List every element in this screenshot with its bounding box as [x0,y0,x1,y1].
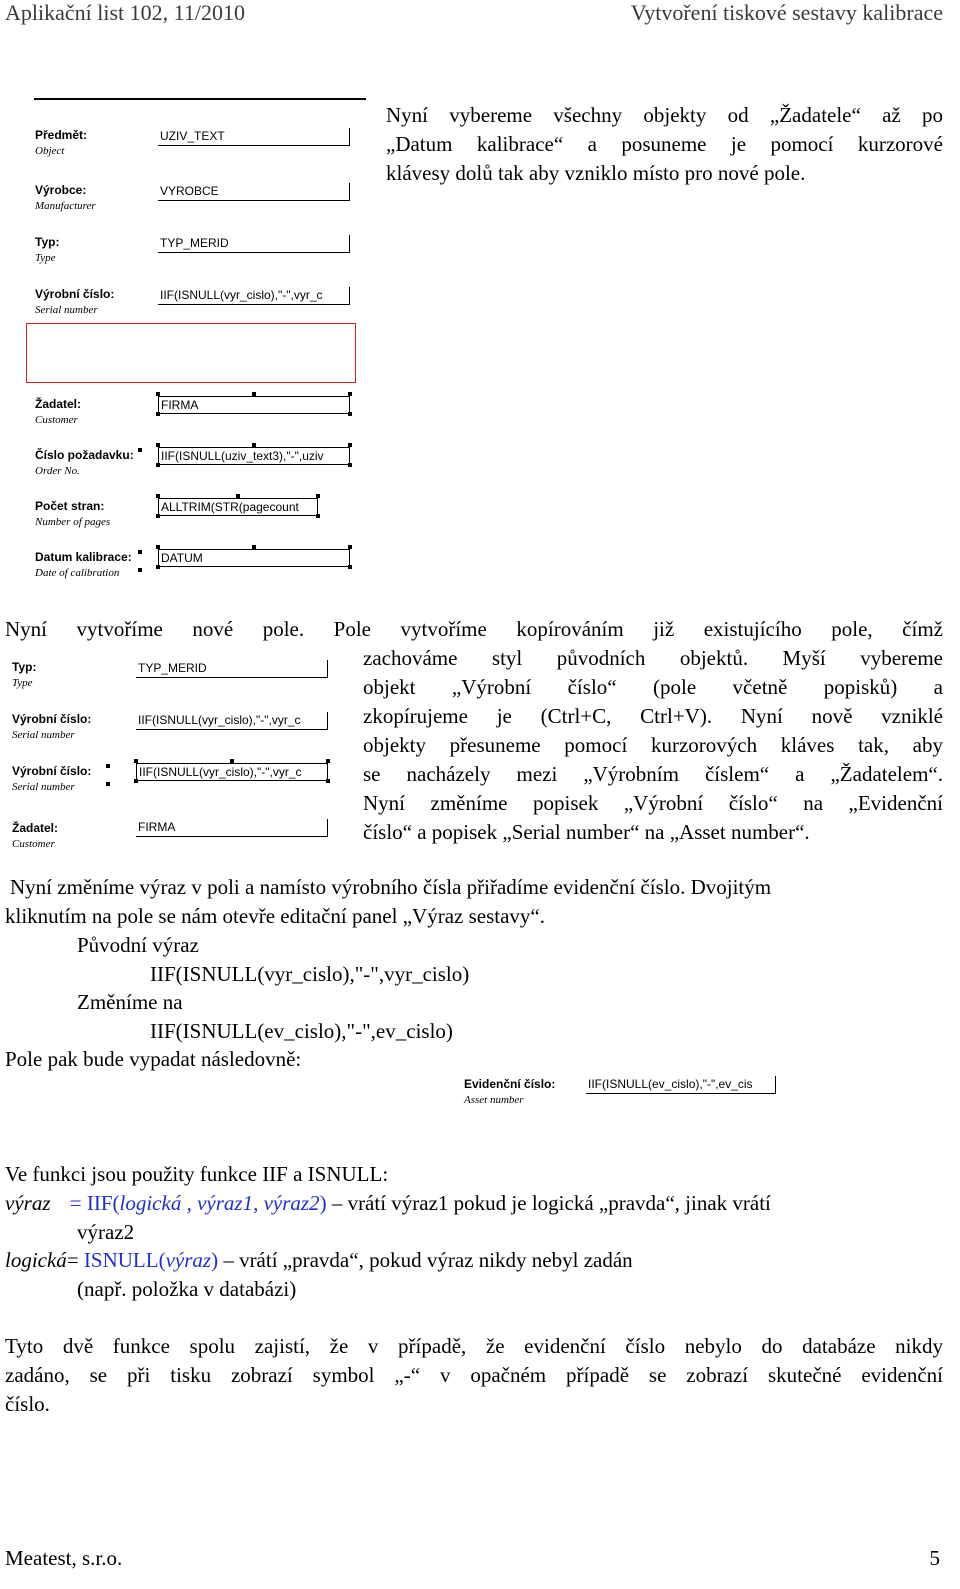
selection-handle[interactable] [236,494,240,498]
text-line: číslo“ a popisek „Serial number“ na „Asset number“. [363,820,810,844]
selection-handle[interactable] [106,764,110,768]
paragraph-3 [5,873,943,931]
field-label: Výrobní číslo: [12,712,92,726]
paragraph-2 [363,644,943,847]
text-line: objekt „Výrobní číslo“ (pole včetně popisků) a [363,675,943,699]
selection-handle[interactable] [252,545,256,549]
selection-handle[interactable] [138,568,142,572]
field-label: Počet stran: [35,499,105,513]
expr-orig-value: IIF(ISNULL(vyr_cislo),"-",vyr_cislo) [150,962,470,986]
selection-handle[interactable] [156,494,160,498]
text-line: se nacházely mezi „Výrobním číslem“ a „Žadatelem“. [363,762,943,786]
header-left: Aplikační list 102, 11/2010 [5,0,245,25]
figure-report-layout [30,98,370,588]
field-box[interactable]: FIRMA [136,819,328,837]
text: ) [319,1191,327,1215]
expr-new-label: Změníme na [77,990,183,1014]
field-sublabel: Customer [35,414,78,426]
field-box-selected[interactable]: IIF(ISNULL(vyr_cislo),"-",vyr_c [136,763,328,781]
field-box[interactable]: TYP_MERID [158,235,350,253]
field-sublabel: Date of calibration [35,567,120,579]
field-sublabel: Manufacturer [35,200,96,212]
selection-handle[interactable] [134,779,138,783]
selection-handle[interactable] [348,392,352,396]
selection-handle[interactable] [156,463,160,467]
text-line: Nyní změníme výraz v poli a namísto výrobního čísla přiřadíme evidenční číslo. Dvojitým [10,875,772,899]
field-label: Evidenční číslo: [464,1077,556,1091]
selection-handle[interactable] [156,412,160,416]
text: = [64,1191,87,1215]
funcs-line-1 [5,1189,771,1218]
field-label: Žadatel: [12,821,59,835]
field-sublabel: Serial number [12,729,75,741]
selection-handle[interactable] [156,443,160,447]
selection-handle[interactable] [156,565,160,569]
text-line: Nyní vybereme všechny objekty od „Žadatele“ až po [386,103,943,127]
field-box[interactable]: TYP_MERID [136,660,328,678]
paragraph-4 [5,1332,943,1419]
field-sublabel: Number of pages [35,516,111,528]
field-label: Žadatel: [35,397,82,411]
field-label: Výrobní číslo: [12,764,92,778]
text: výraz [5,1191,51,1215]
field-box-selected[interactable]: DATUM [158,549,350,567]
text-line: číslo. [5,1392,50,1416]
selection-handle[interactable] [326,779,330,783]
field-sublabel: Order No. [35,465,80,477]
field-box[interactable]: IIF(ISNULL(vyr_cislo),"-",vyr_c [158,287,350,305]
selection-handle[interactable] [156,545,160,549]
selection-handle[interactable] [348,443,352,447]
selection-handle[interactable] [138,448,142,452]
text: = [66,1248,84,1272]
field-box[interactable]: VYROBCE [158,183,350,201]
figure-asset-field [462,1074,782,1114]
text: – vrátí „pravda“, pokud výraz nikdy nebyl zadán [218,1248,633,1272]
funcs-intro: Ve funkci jsou použity funkce IIF a ISNULL: [5,1162,389,1186]
field-box-selected[interactable]: ALLTRIM(STR(pagecount [158,498,318,516]
field-label: Číslo požadavku: [35,448,134,462]
field-box[interactable]: IIF(ISNULL(ev_cislo),"-",ev_cis [586,1076,776,1094]
text: IIF( [86,1191,120,1215]
text: výraz [165,1248,212,1272]
field-sublabel: Object [35,145,65,157]
field-label: Výrobce: [35,183,87,197]
selection-handle[interactable] [316,514,320,518]
selection-handle[interactable] [134,759,138,763]
funcs-line-2 [5,1246,633,1275]
text: ISNULL( [83,1248,166,1272]
field-sublabel: Type [12,677,33,689]
field-sublabel: Customer [12,838,55,850]
figure-copied-field [10,656,350,856]
header-right: Vytvoření tiskové sestavy kalibrace [630,0,943,25]
field-box[interactable]: UZIV_TEXT [158,128,350,146]
figure-rule [34,98,366,100]
funcs-line-1-cont: výraz2 [77,1220,135,1244]
field-label: Datum kalibrace: [35,550,132,564]
footer-company: Meatest, s.r.o. [5,1546,123,1570]
selection-handle[interactable] [326,759,330,763]
expr-orig-label: Původní výraz [77,933,199,957]
field-label: Typ: [12,660,37,674]
text-line: klávesy dolů tak aby vzniklo místo pro nové pole. [386,161,806,185]
selection-handle[interactable] [252,392,256,396]
selection-handle[interactable] [316,494,320,498]
selection-handle[interactable] [106,782,110,786]
field-label: Předmět: [35,128,88,142]
field-box-selected[interactable]: FIRMA [158,396,350,414]
text-line: objekty přesuneme pomocí kurzorových kláves tak, aby [363,733,943,757]
field-sublabel: Serial number [35,304,98,316]
selection-handle[interactable] [348,412,352,416]
paragraph-1 [386,101,943,188]
text-line: kliknutím na pole se nám otevře editační panel „Výraz sestavy“. [5,904,545,928]
field-label: Výrobní číslo: [35,287,115,301]
selection-handle[interactable] [156,514,160,518]
field-sublabel: Type [35,252,56,264]
expr-result-label: Pole pak bude vypadat následovně: [5,1047,302,1071]
selection-handle[interactable] [348,565,352,569]
new-field-placeholder [26,323,356,383]
funcs-line-2-cont: (např. položka v databázi) [77,1277,297,1301]
text: – vrátí výraz1 pokud je logická „pravda“, jinak vrátí [326,1191,771,1215]
selection-handle[interactable] [156,392,160,396]
text-line: „Datum kalibrace“ a posuneme je pomocí kurzorové [386,132,943,156]
text-line: zadáno, se při tisku zobrazí symbol „-“ v opačném případě se zobrazí skutečné evidenční [5,1363,943,1387]
selection-handle[interactable] [348,463,352,467]
selection-handle[interactable] [348,545,352,549]
text: ) [211,1248,219,1272]
field-sublabel: Asset number [464,1094,524,1106]
paragraph-2-first-line: Nyní vytvoříme nové pole. Pole vytvoříme kopírováním již existujícího pole, čímž [5,617,943,641]
text: logická , výraz1, výraz2 [119,1191,320,1215]
text-line: Nyní změníme popisek „Výrobní číslo“ na „Evidenční [363,791,943,815]
footer-page-number: 5 [929,1546,940,1570]
selection-handle[interactable] [252,443,256,447]
selection-handle[interactable] [230,759,234,763]
field-sublabel: Serial number [12,781,75,793]
text-line: zkopírujeme je (Ctrl+C, Ctrl+V). Nyní nově vzniklé [363,704,943,728]
expr-new-value: IIF(ISNULL(ev_cislo),"-",ev_cislo) [150,1019,453,1043]
text-line: Tyto dvě funkce spolu zajistí, že v případě, že evidenční číslo nebylo do databáze nikdy [5,1334,943,1358]
text-line: zachováme styl původních objektů. Myší vybereme [363,646,943,670]
selection-handle[interactable] [138,550,142,554]
text: logická [5,1248,67,1272]
field-box[interactable]: IIF(ISNULL(vyr_cislo),"-",vyr_c [136,712,328,730]
field-label: Typ: [35,235,60,249]
field-box-selected[interactable]: IIF(ISNULL(uziv_text3),"-",uziv [158,447,350,465]
